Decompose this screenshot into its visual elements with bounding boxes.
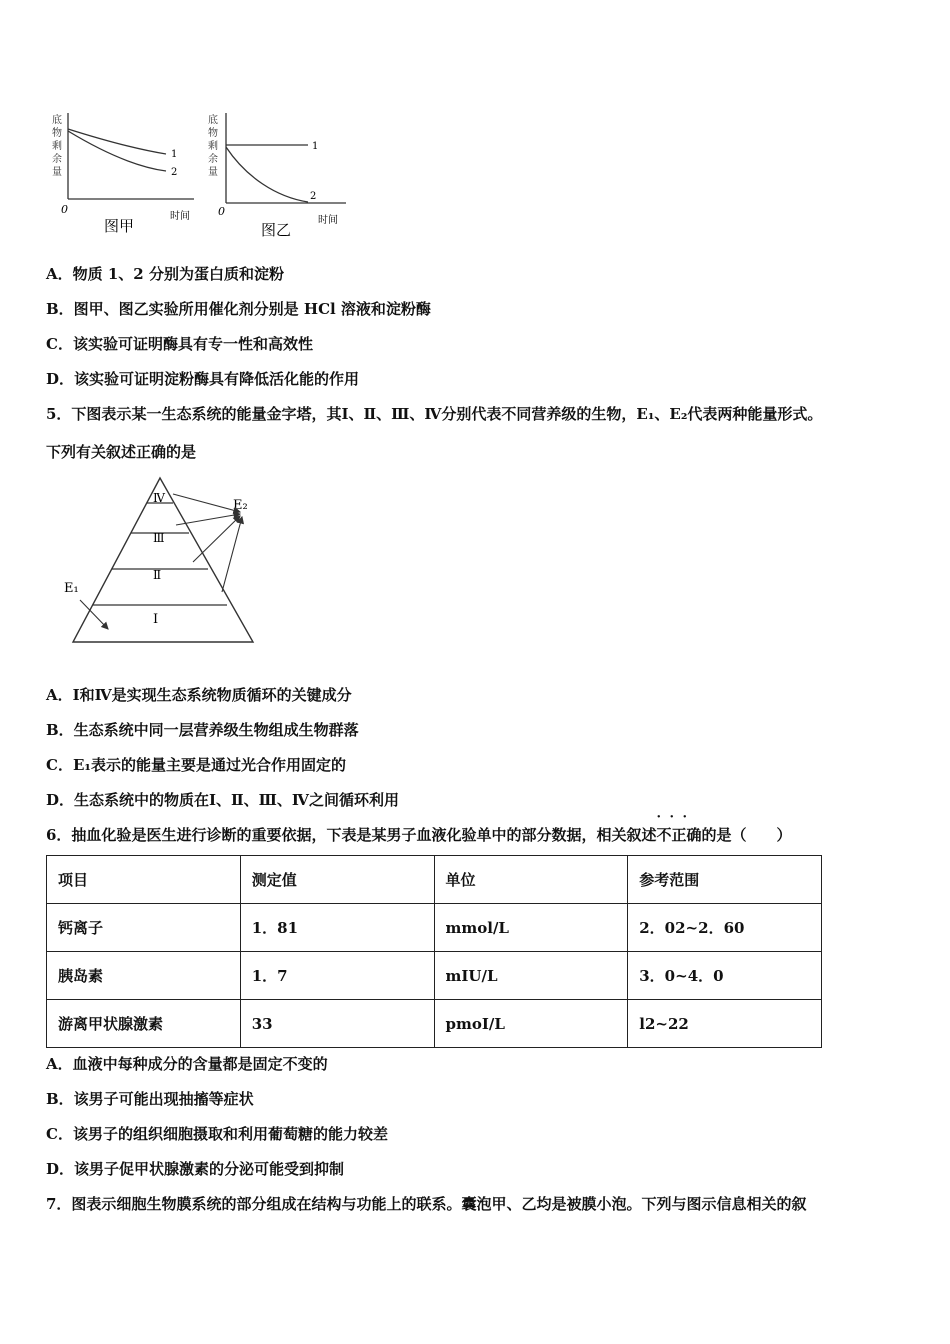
table-cell: 33	[240, 1000, 434, 1048]
table-row	[47, 952, 822, 1000]
pyramid-level-2: Ⅱ	[153, 568, 162, 582]
q5-stem-line2: 下列有关叙述正确的是	[46, 443, 197, 461]
q4-option-c: C．该实验可证明酶具有专一性和高效性	[46, 335, 313, 353]
graph-b-xlabel: 时间	[318, 215, 338, 226]
graph-a-ylabel-2: 物	[52, 128, 62, 139]
graph-a-ylabel-1: 底	[52, 115, 62, 126]
graph-a-ylabel-4: 余	[52, 154, 62, 165]
q4-option-b: B．图甲、图乙实验所用催化剂分别是 HCl 溶液和淀粉酶	[46, 300, 431, 318]
table-cell: 1．81	[240, 904, 434, 952]
energy-pyramid-figure	[60, 472, 270, 652]
substrate-graphs-figure	[46, 105, 356, 245]
graph-a-ylabel-5: 量	[52, 167, 62, 178]
table-cell: mIU/L	[434, 952, 628, 1000]
table-row	[47, 1000, 822, 1048]
table-header-cell: 参考范围	[628, 856, 822, 904]
q5-option-c: C．E₁表示的能量主要是通过光合作用固定的	[46, 756, 346, 774]
q6-stem-before: 6．抽血化验是医生进行诊断的重要依据，下表是某男子血液化验单中的部分数据，相关叙述	[46, 826, 657, 844]
table-cell: 3．0~4．0	[628, 952, 822, 1000]
graph-b-ylabel-5: 量	[208, 167, 218, 178]
pyramid-e2-label: E₂	[233, 498, 248, 513]
graph-b-curve1-label: 1	[312, 141, 319, 152]
blood-test-table	[46, 855, 822, 1048]
pyramid-level-4: Ⅳ	[153, 491, 165, 505]
q6-option-a: A．血液中每种成分的含量都是固定不变的	[46, 1055, 328, 1073]
graph-a-ylabel-3: 剩	[52, 141, 62, 152]
q6-stem-emphasis: · · · 不正确	[656, 826, 701, 844]
table-cell: l2~22	[628, 1000, 822, 1048]
graph-b-ylabel-3: 剩	[208, 141, 218, 152]
graph-b-caption: 图乙	[261, 221, 292, 239]
graph-b-ylabel-1: 底	[208, 115, 218, 126]
graph-b-ylabel-4: 余	[208, 154, 218, 165]
q5-option-b: B．生态系统中同一层营养级生物组成生物群落	[46, 721, 359, 739]
table-header-row	[47, 856, 822, 904]
graph-a-curve2-label: 2	[171, 167, 178, 178]
q6-option-c: C．该男子的组织细胞摄取和利用葡萄糖的能力较差	[46, 1125, 388, 1143]
table-cell: 1．7	[240, 952, 434, 1000]
q6-option-d: D．该男子促甲状腺激素的分泌可能受到抑制	[46, 1160, 345, 1178]
q7-stem: 7．图表示细胞生物膜系统的部分组成在结构与功能上的联系。囊泡甲、乙均是被膜小泡。下列与图示信息相关的叙	[46, 1195, 807, 1213]
graph-b-ylabel-2: 物	[208, 128, 218, 139]
table-cell: 游离甲状腺激素	[47, 1000, 241, 1048]
graph-a-origin: 0	[61, 203, 68, 216]
pyramid-e1-label: E₁	[64, 581, 79, 596]
graph-b-origin: 0	[218, 205, 225, 218]
pyramid-level-3: Ⅲ	[153, 531, 165, 545]
graph-b-curve2-label: 2	[310, 191, 317, 202]
table-header-cell: 测定值	[240, 856, 434, 904]
q6-stem-after: 的是（ ）	[701, 826, 792, 844]
q6-option-b: B．该男子可能出现抽搐等症状	[46, 1090, 254, 1108]
q5-stem-line1: 5．下图表示某一生态系统的能量金字塔，其Ⅰ、Ⅱ、Ⅲ、Ⅳ分别代表不同营养级的生物，E₁、E₂代表两种能量形式。	[46, 405, 823, 423]
table-row	[47, 904, 822, 952]
q5-option-a: A．Ⅰ和Ⅳ是实现生态系统物质循环的关键成分	[46, 686, 352, 704]
q4-option-d: D．该实验可证明淀粉酶具有降低活化能的作用	[46, 370, 360, 388]
table-header-cell: 项目	[47, 856, 241, 904]
table-cell: mmol/L	[434, 904, 628, 952]
graph-a-caption: 图甲	[104, 217, 135, 235]
table-cell: 钙离子	[47, 904, 241, 952]
q4-option-a: A．物质 1、2 分别为蛋白质和淀粉	[46, 265, 284, 283]
q6-stem	[46, 824, 791, 845]
table-header-cell: 单位	[434, 856, 628, 904]
table-cell: 2．02~2．60	[628, 904, 822, 952]
graph-a-xlabel: 时间	[170, 211, 190, 222]
graph-a-curve1-label: 1	[171, 149, 178, 160]
table-cell: pmoI/L	[434, 1000, 628, 1048]
q5-option-d: D．生态系统中的物质在Ⅰ、Ⅱ、Ⅲ、Ⅳ之间循环利用	[46, 791, 399, 809]
table-cell: 胰岛素	[47, 952, 241, 1000]
pyramid-level-1: Ⅰ	[153, 612, 159, 627]
